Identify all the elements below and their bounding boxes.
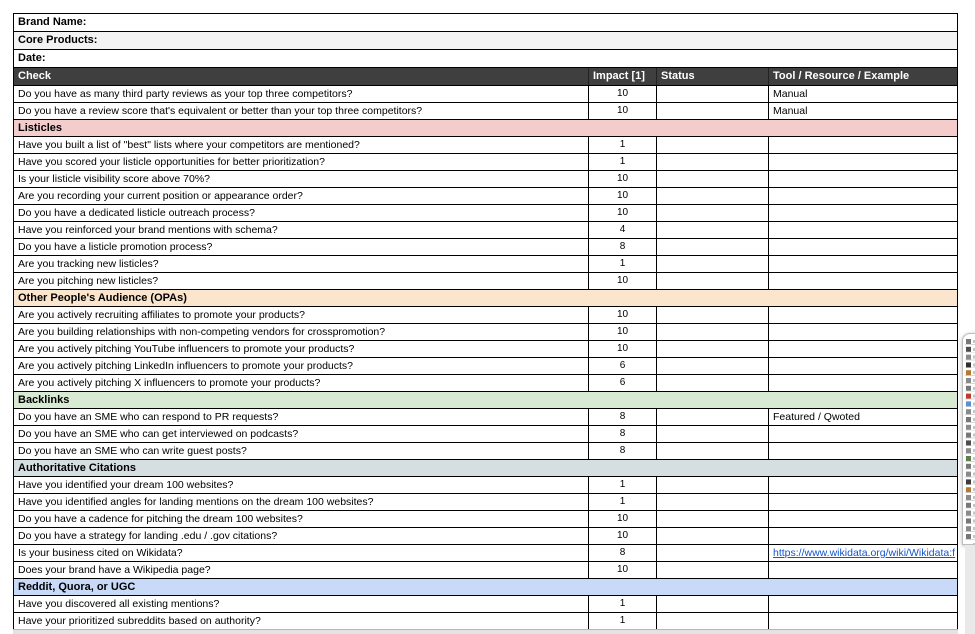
meta-row [14, 50, 957, 68]
column-header-tool: Tool / Resource / Example [773, 70, 910, 82]
checklist-row [14, 528, 957, 545]
tool-cell [769, 188, 957, 204]
impact-cell: 10 [589, 511, 657, 527]
impact-cell: 1 [589, 596, 657, 612]
column-header-check: Check [14, 68, 589, 85]
column-header-status: Status [657, 68, 769, 85]
status-cell [657, 494, 769, 510]
checklist-table [13, 13, 958, 631]
checklist-row [14, 154, 957, 171]
check-cell: Do you have a listicle promotion process? [14, 239, 589, 255]
check-cell: Do you have as many third party reviews as your top three competitors? [14, 86, 589, 102]
check-cell: Have your prioritized subreddits based on authority? [14, 613, 589, 629]
tool-cell: Manual [773, 105, 808, 117]
tool-cell [769, 137, 957, 153]
status-cell [657, 205, 769, 221]
check-cell: Is your listicle visibility score above 70%? [14, 171, 589, 187]
check-cell: Are you actively pitching X influencers to promote your products? [14, 375, 589, 391]
impact-cell: 10 [589, 86, 657, 102]
check-cell: Do you have a review score that's equivalent or better than your top three competitors? [14, 103, 589, 119]
section-header-label: Reddit, Quora, or UGC [18, 581, 136, 593]
impact-cell: 1 [589, 154, 657, 170]
check-cell: Have you reinforced your brand mentions with schema? [14, 222, 589, 238]
checklist-row [14, 613, 957, 630]
checklist-body [14, 86, 957, 630]
impact-cell: 10 [589, 188, 657, 204]
check-cell: Have you identified angles for landing mentions on the dream 100 websites? [14, 494, 589, 510]
impact-cell: 10 [589, 273, 657, 289]
impact-cell: 6 [589, 358, 657, 374]
checklist-row [14, 307, 957, 324]
impact-cell: 4 [589, 222, 657, 238]
status-cell [657, 443, 769, 459]
check-cell: Are you actively pitching YouTube influencers to promote your products? [14, 341, 589, 357]
check-cell: Do you have an SME who can write guest posts? [14, 443, 589, 459]
status-cell [657, 86, 769, 102]
checklist-row [14, 103, 957, 120]
check-cell: Do you have a cadence for pitching the dream 100 websites? [14, 511, 589, 527]
impact-cell: 10 [589, 562, 657, 578]
page-thumbnail-panel[interactable] [962, 333, 975, 545]
status-cell [657, 273, 769, 289]
status-cell [657, 358, 769, 374]
status-cell [657, 426, 769, 442]
status-cell [657, 239, 769, 255]
status-cell [657, 324, 769, 340]
tool-cell [769, 613, 957, 629]
tool-cell [769, 222, 957, 238]
section-header-row [14, 579, 957, 596]
status-cell [657, 477, 769, 493]
section-header-label: Other People's Audience (OPAs) [18, 292, 187, 304]
table-header-row [14, 68, 957, 86]
checklist-row [14, 171, 957, 188]
checklist-row [14, 477, 957, 494]
tool-cell [769, 341, 957, 357]
status-cell [657, 596, 769, 612]
tool-cell [769, 494, 957, 510]
check-cell: Do you have an SME who can get interviewed on podcasts? [14, 426, 589, 442]
checklist-row [14, 511, 957, 528]
status-cell [657, 528, 769, 544]
tool-cell [769, 205, 957, 221]
check-cell: Are you building relationships with non-competing vendors for crosspromotion? [14, 324, 589, 340]
impact-cell: 1 [589, 613, 657, 629]
section-header-row [14, 392, 957, 409]
checklist-row [14, 341, 957, 358]
check-cell: Have you built a list of "best" lists where your competitors are mentioned? [14, 137, 589, 153]
status-cell [657, 188, 769, 204]
right-gutter [965, 545, 975, 634]
tool-cell [769, 511, 957, 527]
check-cell: Have you identified your dream 100 websites? [14, 477, 589, 493]
tool-cell [769, 358, 957, 374]
checklist-row [14, 409, 957, 426]
status-cell [657, 562, 769, 578]
tool-cell [769, 443, 957, 459]
status-cell [657, 511, 769, 527]
impact-cell: 1 [589, 494, 657, 510]
section-header-label: Backlinks [18, 394, 70, 406]
meta-rows [14, 14, 957, 68]
checklist-row [14, 426, 957, 443]
tool-cell [769, 426, 957, 442]
checklist-row [14, 375, 957, 392]
checklist-row [14, 222, 957, 239]
tool-cell [769, 154, 957, 170]
tool-cell [769, 256, 957, 272]
impact-cell: 6 [589, 375, 657, 391]
checklist-row [14, 86, 957, 103]
checklist-row [14, 273, 957, 290]
section-header-label: Listicles [18, 122, 63, 134]
impact-cell: 8 [589, 443, 657, 459]
impact-cell: 8 [589, 239, 657, 255]
section-header-label: Authoritative Citations [18, 462, 136, 474]
impact-cell: 1 [589, 477, 657, 493]
status-cell [657, 171, 769, 187]
check-cell: Are you recording your current position or appearance order? [14, 188, 589, 204]
check-cell: Are you pitching new listicles? [14, 273, 589, 289]
column-header-impact: Impact [1] [589, 68, 657, 85]
impact-cell: 8 [589, 426, 657, 442]
status-cell [657, 103, 769, 119]
tool-cell: Featured / Qwoted [773, 411, 860, 423]
meta-row-label: Date: [18, 52, 46, 64]
check-cell: Have you discovered all existing mentions? [14, 596, 589, 612]
thumbnail-rows-icon [965, 337, 975, 541]
checklist-row [14, 443, 957, 460]
check-cell: Are you actively recruiting affiliates to promote your products? [14, 307, 589, 323]
tool-cell [769, 171, 957, 187]
check-cell: Do you have a strategy for landing .edu / .gov citations? [14, 528, 589, 544]
checklist-row [14, 358, 957, 375]
partial-next-row [13, 629, 958, 634]
status-cell [657, 256, 769, 272]
meta-row [14, 14, 957, 32]
checklist-row [14, 137, 957, 154]
check-cell: Is your business cited on Wikidata? [14, 545, 589, 561]
section-header-row [14, 120, 957, 137]
checklist-row [14, 545, 957, 562]
impact-cell: 10 [589, 205, 657, 221]
meta-row-label: Core Products: [18, 34, 98, 46]
tool-cell [769, 273, 957, 289]
impact-cell: 10 [589, 103, 657, 119]
checklist-row [14, 188, 957, 205]
meta-row-label: Brand Name: [18, 16, 87, 28]
impact-cell: 10 [589, 324, 657, 340]
status-cell [657, 375, 769, 391]
impact-cell: 10 [589, 528, 657, 544]
tool-cell [769, 307, 957, 323]
checklist-row [14, 494, 957, 511]
status-cell [657, 545, 769, 561]
checklist-row [14, 239, 957, 256]
checklist-row [14, 256, 957, 273]
tool-cell [769, 596, 957, 612]
check-cell: Have you scored your listicle opportunities for better prioritization? [14, 154, 589, 170]
status-cell [657, 137, 769, 153]
tool-cell [769, 562, 957, 578]
section-header-row [14, 290, 957, 307]
status-cell [657, 307, 769, 323]
impact-cell: 1 [589, 137, 657, 153]
section-header-row [14, 460, 957, 477]
status-cell [657, 409, 769, 425]
tool-cell [769, 375, 957, 391]
check-cell: Are you tracking new listicles? [14, 256, 589, 272]
impact-cell: 10 [589, 341, 657, 357]
impact-cell: 8 [589, 545, 657, 561]
impact-cell: 1 [589, 256, 657, 272]
status-cell [657, 222, 769, 238]
status-cell [657, 341, 769, 357]
tool-cell [769, 528, 957, 544]
check-cell: Does your brand have a Wikipedia page? [14, 562, 589, 578]
impact-cell: 10 [589, 171, 657, 187]
tool-cell [769, 477, 957, 493]
checklist-row [14, 562, 957, 579]
tool-cell: Manual [773, 88, 808, 100]
checklist-row [14, 324, 957, 341]
check-cell: Do you have an SME who can respond to PR requests? [14, 409, 589, 425]
meta-row [14, 32, 957, 50]
check-cell: Do you have a dedicated listicle outreach process? [14, 205, 589, 221]
status-cell [657, 154, 769, 170]
tool-cell [769, 545, 957, 561]
status-cell [657, 613, 769, 629]
impact-cell: 10 [589, 307, 657, 323]
impact-cell: 8 [589, 409, 657, 425]
tool-cell [769, 324, 957, 340]
check-cell: Are you actively pitching LinkedIn influencers to promote your products? [14, 358, 589, 374]
wikidata-link[interactable]: https://www.wikidata.org/wiki/Wikidata:f [773, 547, 956, 559]
checklist-row [14, 205, 957, 222]
tool-cell [769, 239, 957, 255]
checklist-row [14, 596, 957, 613]
